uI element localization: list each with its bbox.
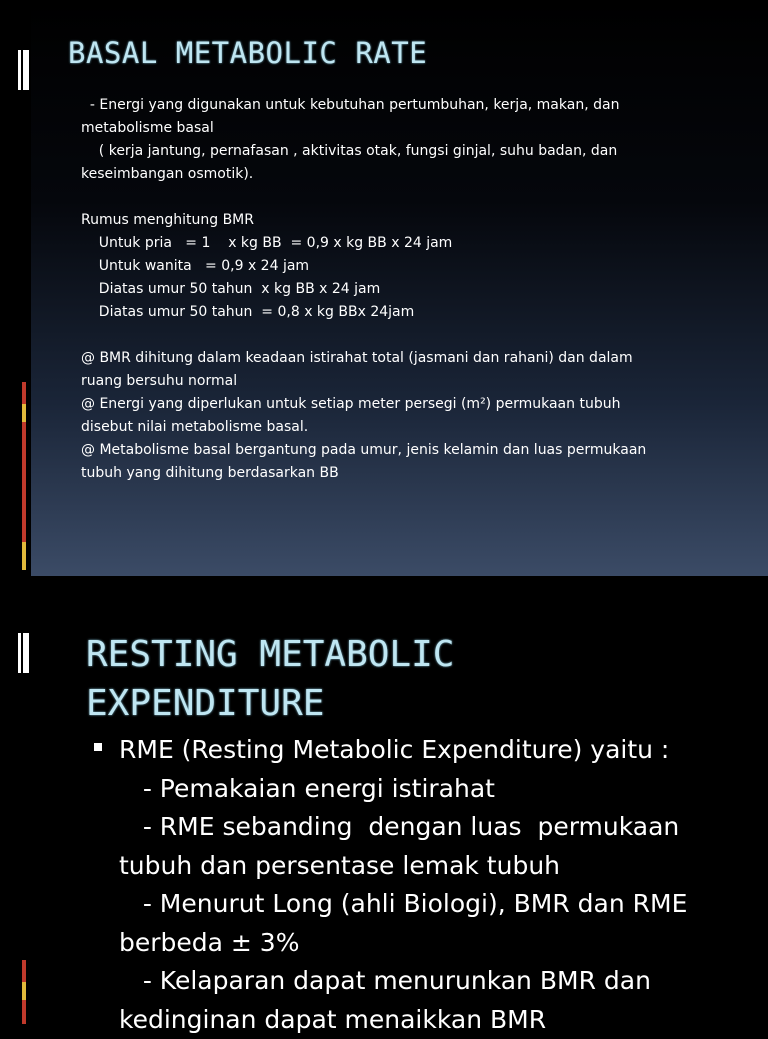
text-line: @ Energi yang diperlukan untuk setiap meter persegi (m²) permukaan tubuh xyxy=(81,396,621,412)
text-line: metabolisme basal xyxy=(81,120,214,136)
slide-body xyxy=(81,94,741,485)
text-line: ruang bersuhu normal xyxy=(81,373,238,389)
bullet-list xyxy=(94,731,734,1039)
bullet-text: RME (Resting Metabolic Expenditure) yaitu : - Pemakaian energi istirahat - RME sebanding dengan luas permukaan tubuh dan persentase lemak tubuh - Menurut Long (ahli Biologi), BMR dan RME berbeda ± 3% - Kelaparan dapat menurunkan BMR dan kedinginan dapat menaikkan BMR xyxy=(119,735,688,1034)
bullet-icon xyxy=(94,743,102,751)
text-line: tubuh yang dihitung berdasarkan BB xyxy=(81,465,339,481)
slide-marker-icon xyxy=(18,633,30,673)
text-line: disebut nilai metabolisme basal. xyxy=(81,419,309,435)
accent-strip xyxy=(22,960,26,1024)
text-line: @ Metabolisme basal bergantung pada umur, jenis kelamin dan luas permukaan xyxy=(81,442,647,458)
slide-marker-icon xyxy=(18,50,30,90)
text-line: ( kerja jantung, pernafasan , aktivitas otak, fungsi ginjal, suhu badan, dan xyxy=(81,143,618,159)
text-line: - Energi yang digunakan untuk kebutuhan pertumbuhan, kerja, makan, dan xyxy=(81,97,620,113)
accent-strip xyxy=(22,382,26,570)
title-line: RESTING METABOLIC xyxy=(86,634,455,675)
text-line: Untuk wanita = 0,9 x 24 jam xyxy=(81,258,310,274)
title-line: EXPENDITURE xyxy=(86,683,325,724)
text-line: Rumus menghitung BMR xyxy=(81,212,254,228)
text-line: Untuk pria = 1 x kg BB = 0,9 x kg BB x 24 jam xyxy=(81,235,453,251)
text-line: Diatas umur 50 tahun x kg BB x 24 jam xyxy=(81,281,381,297)
slide-title: BASAL METABOLIC RATE xyxy=(68,36,428,70)
text-line: @ BMR dihitung dalam keadaan istirahat total (jasmani dan rahani) dan dalam xyxy=(81,350,633,366)
text-line: keseimbangan osmotik). xyxy=(81,166,254,182)
slide-title xyxy=(86,630,454,728)
text-line: Diatas umur 50 tahun = 0,8 x kg BBx 24jam xyxy=(81,304,415,320)
